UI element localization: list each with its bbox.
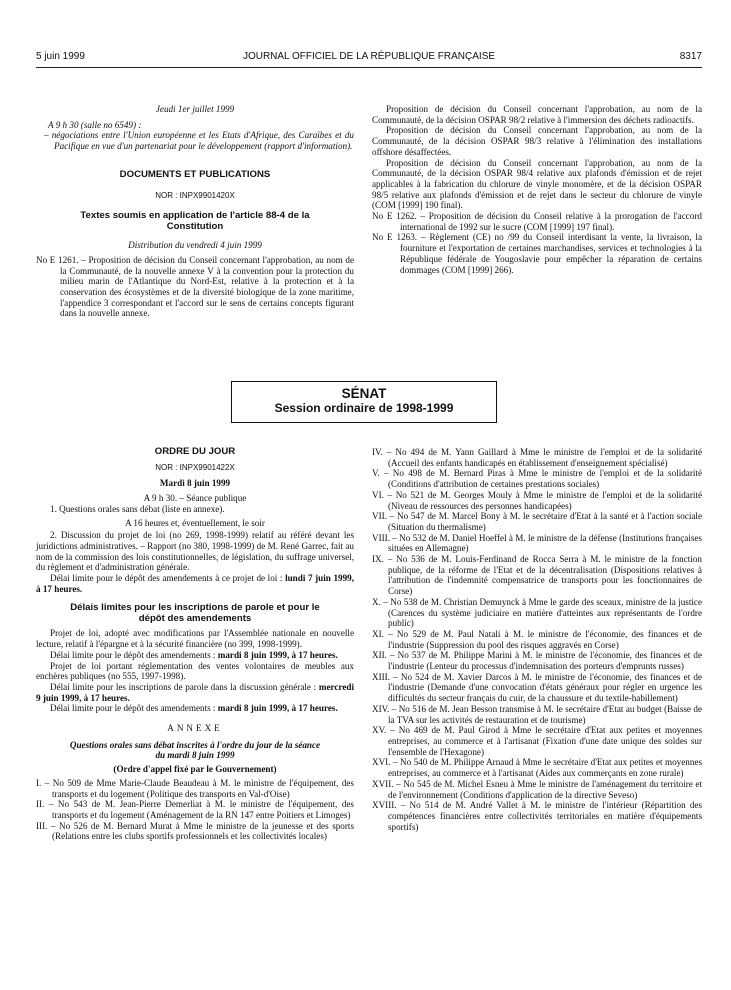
proposal-paragraph: Proposition de décision du Conseil concernant l'approbation, au nom de la Communauté, de la décision OSPAR 98/3 relative à l'élimination des installations offshore désaffectées. <box>372 125 702 157</box>
deadline: Délai limite pour le dépôt des amendements : mardi 8 juin 1999, à 17 heures. <box>50 703 338 714</box>
proposal-paragraph: Proposition de décision du Conseil concernant l'approbation, au nom de la Communauté, de la décision OSPAR 98/2 relative à l'immersion des déchets radioactifs. <box>372 104 702 125</box>
document-entry: No E 1263. – Règlement (CE) no /99 du Conseil interdisant la vente, la livraison, la fourniture et l'exportation de certaines marchandises, services et technologies à la République fédérale de Yougoslavie pour empêcher la réparation de certains dommages (COM [1999] 266). <box>372 232 702 275</box>
session-title: Session ordinaire de 1998-1999 <box>274 401 454 415</box>
document-entry: No E 1261. – Proposition de décision du Conseil concernant l'approbation, au nom de la Communauté, de la nouvelle annexe V à la convention pour la protection du milieu marin de l'Atlantique du Nord-Est, relative à la protection et à la conservation des écosystèmes et de la diversité biologique de la zone maritime, l'appendice 3 correspondant et l'accord sur le sens de certains concepts figurant dans la nouvelle annexe. <box>36 254 354 319</box>
annexe-title: Questions orales sans débat inscrites à l'ordre du jour de la séance du mardi 8 juin 1999 <box>69 739 321 761</box>
question-item: II. – No 543 de M. Jean-Pierre Demerliat à M. le ministre de l'équipement, des transports et du logement (Aménagement de la RN 147 entre Poitiers et Limoges) <box>36 799 354 820</box>
senat-title: SÉNAT <box>341 386 387 401</box>
deadline: Délai limite pour les inscriptions de parole dans la discussion générale : mercredi 9 juin 1999, à 17 heures. <box>36 681 354 703</box>
agenda-date: Mardi 8 juin 1999 <box>159 478 231 489</box>
meeting-time: A 9 h 30 (salle no 6549) : <box>48 119 142 130</box>
page-number: 8317 <box>679 51 702 62</box>
running-header <box>36 51 702 68</box>
question-item: XVI. – No 540 de M. Philippe Arnaud à Mme le secrétaire d'Etat aux petites et moyennes entreprises, au commerce et à l'artisanat (Aides aux commerçants en zone rurale) <box>372 757 702 779</box>
question-item: III. – No 526 de M. Bernard Murat à Mme le ministre de la jeunesse et des sports (Relations entre les clubs sportifs professionnels et les collectivités locales) <box>36 820 354 842</box>
annexe-heading: ANNEXE <box>167 723 223 734</box>
column-bottom-left <box>36 447 354 842</box>
question-item: XIII. – No 524 de M. Xavier Darcos à M. le ministre de l'économie, des finances et de l'industrie (Demande d'une convocation d'états généraux pour régler en urgence les difficultés du secteur français du cuir, de la chaussure et du textile-habillement) <box>372 671 702 704</box>
deadline: Délai limite pour le dépôt des amendements : mardi 8 juin 1999, à 17 heures. <box>50 649 338 660</box>
question-item: VI. – No 521 de M. Georges Mouly à Mme le ministre de l'emploi et de la solidarité (Niveau de ressources des personnes handicapées) <box>372 489 702 511</box>
column-top-right <box>372 104 702 275</box>
meeting-date: Jeudi 1er juillet 1999 <box>155 104 235 114</box>
journal-title: JOURNAL OFFICIEL DE LA RÉPUBLIQUE FRANÇAISE <box>242 51 496 62</box>
column-bottom-right <box>372 447 702 832</box>
senat-banner <box>231 381 497 423</box>
agenda-item: 1. Questions orales sans débat (liste en annexe). <box>50 503 225 514</box>
question-item: XI. – No 529 de M. Paul Natali à M. le ministre de l'économie, des finances et de l'industrie (Suppression du pool des risques aggravés en Corse) <box>372 628 702 650</box>
agenda-time: A 9 h 30. – Séance publique <box>143 493 247 504</box>
question-item: I. – No 509 de Mme Marie-Claude Beaudeau à M. le ministre de l'équipement, des transports et du logement (Politique des transports en Val-d'Oise) <box>36 777 354 799</box>
bill-paragraph: Projet de loi, adopté avec modifications par l'Assemblée nationale en nouvelle lecture, relatif à l'épargne et à la sécurité financière (no 399, 1998-1999). <box>36 628 354 650</box>
question-item: IV. – No 494 de M. Yann Gaillard à Mme le ministre de l'emploi et de la solidarité (Accueil des enfants handicapés en établissement d'enseignement spécialisé) <box>372 447 702 468</box>
meeting-topic: – négociations entre l'Union européenne et les Etats d'Afrique, des Caraïbes et du Pacifique en vue d'un partenariat pour le développement (rapport d'information). <box>44 130 354 152</box>
nor-reference: NOR : INPX9901420X <box>155 190 235 200</box>
question-item: XV. – No 469 de M. Paul Girod à Mme le secrétaire d'Etat aux petites et moyennes entreprises, au commerce et à l'artisanat (Fixation d'une date unique des soldes sur l'ensemble de l'Hexagone) <box>372 725 702 757</box>
question-item: X. – No 538 de M. Christian Demuynck à Mme le garde des sceaux, ministre de la justice (Carences du système judiciaire en matière d'atteintes aux représentants de l'ordre public) <box>372 596 702 629</box>
agenda-item: 2. Discussion du projet de loi (no 269, 1998-1999) relatif au référé devant les juridictions administratives. – Rapport (no 380, 1998-1999) de M. René Garrec, fait au nom de la commission des lois constitutionnelles, de législation, du suffrage universel, du règlement et d'administration générale. <box>36 530 354 573</box>
question-item: VII. – No 547 de M. Marcel Bony à M. le secrétaire d'Etat à la santé et à l'action sociale (Situation du thermalisme) <box>372 511 702 532</box>
subsection-heading: Textes soumis en application de l'article 88-4 de la Constitution <box>80 210 310 232</box>
proposal-paragraph: Proposition de décision du Conseil concernant l'approbation, au nom de la Communauté, de la décision OSPAR 98/4 relative aux plafonds d'émission et de rejet applicables à la fabrication du chlorure de vinyle monomère, et de la décision OSPAR 98/5 relative aux plafonds d'émission et de rejet dans le secteur du chlorure de vinyle (COM [1999] 190 final). <box>372 157 702 211</box>
question-item: XVIII. – No 514 de M. André Vallet à M. le ministre de l'intérieur (Répartition des compétences financières entre collectivités territoriales en matière d'équipements sportifs) <box>372 800 702 832</box>
section-heading: DOCUMENTS ET PUBLICATIONS <box>119 168 271 180</box>
question-item: VIII. – No 532 de M. Daniel Hoeffel à M. le ministre de la défense (Institutions françaises situées en Allemagne) <box>372 532 702 554</box>
question-item: XII. – No 537 de M. Philippe Marini à M. le ministre de l'économie, des finances et de l'industrie (Lenteur du processus d'indemnisation des porteurs d'emprunts russes) <box>372 650 702 672</box>
call-order: (Ordre d'appel fixé par le Gouvernement) <box>113 764 277 775</box>
column-top-left <box>36 104 354 319</box>
nor-reference: NOR : INPX9901422X <box>155 462 235 472</box>
header-date: 5 juin 1999 <box>36 51 85 62</box>
question-item: V. – No 498 de M. Bernard Piras à Mme le ministre de l'emploi et de la solidarité (Conditions d'attribution de certaines prestations sociales) <box>372 468 702 490</box>
bill-paragraph: Projet de loi portant réglementation des ventes volontaires de meubles aux enchères publiques (no 555, 1997-1998). <box>36 660 354 682</box>
document-entry: No E 1262. – Proposition de décision du Conseil relative à la prorogation de l'accord international de 1992 sur le sucre (COM [1999] 197 final). <box>372 211 702 232</box>
question-item: IX. – No 536 de M. Louis-Ferdinand de Rocca Serra à M. le ministre de la fonction publique, de la réforme de l'Etat et de la décentralisation (Dispositions relatives à l'attribution de l'indemnité compensatrice de transports pour les fonctionnaires de Corse) <box>372 554 702 597</box>
question-item: XVII. – No 545 de M. Michel Esneu à Mme le ministre de l'aménagement du territoire et de l'environnement (Conditions d'application de la directive Seveso) <box>372 778 702 800</box>
agenda-time: A 16 heures et, éventuellement, le soir <box>125 517 265 528</box>
distribution-date: Distribution du vendredi 4 juin 1999 <box>128 240 262 251</box>
deadline: Délai limite pour le dépôt des amendements à ce projet de loi : lundi 7 juin 1999, à 17 heures. <box>36 573 354 594</box>
deadlines-heading: Délais limites pour les inscriptions de parole et pour le dépôt des amendements <box>70 602 320 624</box>
question-item: XIV. – No 516 de M. Jean Besson transmise à M. le secrétaire d'Etat au budget (Baisse de la TVA sur les activités de restauration et de tourisme) <box>372 703 702 725</box>
agenda-heading: ORDRE DU JOUR <box>154 446 236 457</box>
